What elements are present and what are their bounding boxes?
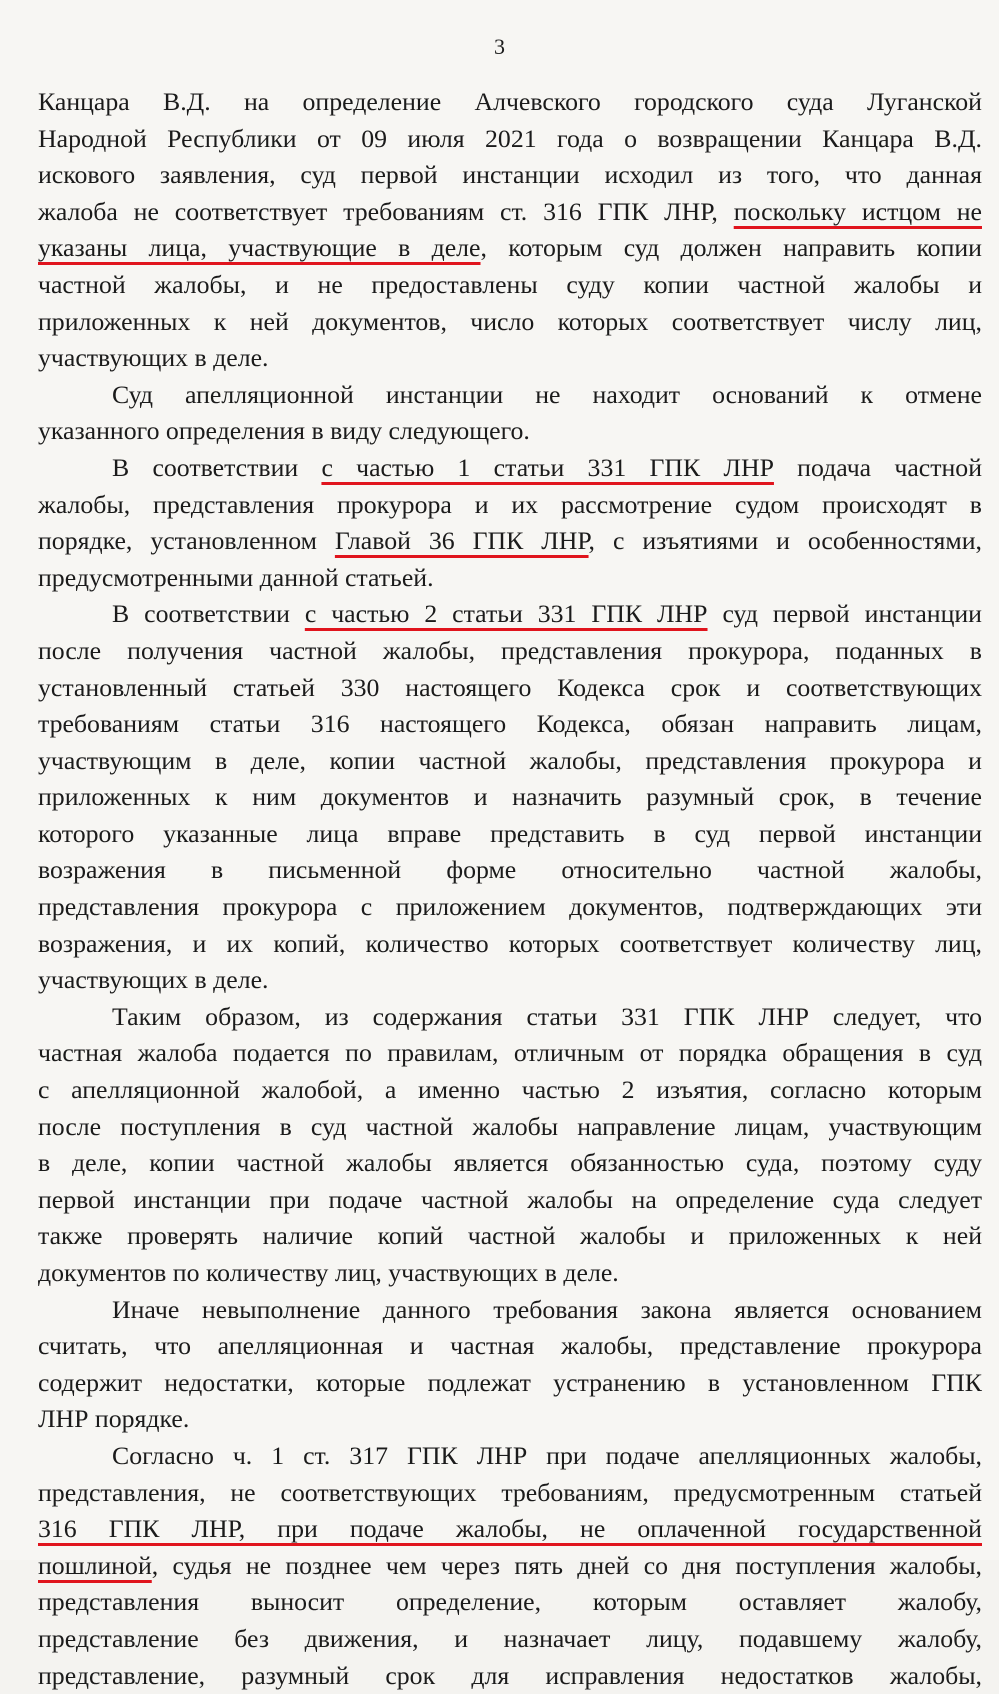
text-segment: представления выносит определение, которым оставляет жалобу, [38, 1587, 982, 1617]
text-segment: приложенных к ним документов и назначить разумный срок, в течение [38, 782, 982, 812]
text-line [38, 1365, 982, 1402]
text-segment: установленный статьей 330 настоящего Кодекса срок и соответствующих [38, 672, 982, 702]
text-segment: после получения частной жалобы, представления прокурора, поданных в [38, 635, 982, 665]
text-segment: Иначе невыполнение данного требования закона является основанием [112, 1294, 982, 1324]
text-line [38, 779, 982, 816]
underlined-phrase: с частью 2 статьи 331 ГПК ЛНР [304, 599, 708, 629]
text-line [38, 1255, 982, 1292]
text-segment: искового заявления, суд первой инстанции исходил из того, что данная [38, 160, 982, 190]
text-line [38, 1511, 982, 1548]
text-line [38, 1145, 982, 1182]
text-segment: возражения в письменной форме относительно частной жалобы, [38, 855, 982, 885]
text-line [38, 487, 982, 524]
text-line [38, 926, 982, 963]
underlined-phrase: 316 ГПК ЛНР, при подаче жалобы, не оплаченной государственной [38, 1514, 982, 1544]
text-line [38, 999, 982, 1036]
text-line [38, 1401, 982, 1438]
text-segment: возражения, и их копий, количество которых соответствует количеству лиц, [38, 928, 982, 958]
text-segment: участвующих в деле. [38, 343, 269, 373]
page-number: 3 [494, 34, 505, 59]
text-segment: частной жалобы, и не предоставлены суду копии частной жалобы и [38, 269, 982, 299]
text-line [38, 1658, 982, 1694]
text-segment: , судья не позднее чем через пять дней со дня поступления жалобы, [151, 1550, 982, 1580]
text-line [38, 377, 982, 414]
text-line [38, 1072, 982, 1109]
text-segment: , которым суд должен направить копии [480, 233, 982, 263]
text-segment: указанного определения в виду следующего. [38, 416, 530, 446]
text-segment: участвующим в деле, копии частной жалобы, представления прокурора и [38, 745, 982, 775]
text-segment: Народной Республики от 09 июля 2021 года о возвращении Канцара В.Д. [38, 123, 982, 153]
underlined-phrase: указаны лица, участвующие в деле [38, 233, 481, 263]
text-segment: представление, разумный срок для исправления недостатков жалобы, [38, 1660, 982, 1690]
text-segment: суд первой инстанции [707, 599, 982, 629]
text-line [38, 633, 982, 670]
text-segment: приложенных к ней документов, число которых соответствует числу лиц, [38, 306, 982, 336]
text-segment: Согласно ч. 1 ст. 317 ГПК ЛНР при подаче апелляционных жалобы, [112, 1440, 982, 1470]
text-line [38, 1584, 982, 1621]
text-line [38, 230, 982, 267]
text-segment: содержит недостатки, которые подлежат устранению в установленном ГПК [38, 1367, 982, 1397]
document-body [38, 84, 982, 1694]
text-segment: представления прокурора с приложением документов, подтверждающих эти [38, 892, 982, 922]
text-line [38, 670, 982, 707]
text-line [38, 962, 982, 999]
text-line [38, 596, 982, 633]
text-segment: представления, не соответствующих требованиям, предусмотренным статьей [38, 1477, 982, 1507]
text-line [38, 743, 982, 780]
text-segment: которого указанные лица вправе представить в суд первой инстанции [38, 818, 982, 848]
text-segment: В соответствии [112, 599, 305, 629]
text-line [38, 523, 982, 560]
underlined-phrase: пошлиной [38, 1550, 152, 1580]
text-segment: участвующих в деле. [38, 965, 269, 995]
text-segment: представление без движения, и назначает лицу, подавшему жалобу, [38, 1623, 982, 1653]
text-segment: жалобы, представления прокурора и их рассмотрение судом происходят в [38, 489, 982, 519]
text-line [38, 1475, 982, 1512]
text-segment: с апелляционной жалобой, а именно частью 2 изъятия, согласно которым [38, 1075, 982, 1105]
text-line [38, 450, 982, 487]
text-segment: порядке, установленном [38, 526, 335, 556]
underlined-phrase: поскольку истцом не [733, 196, 982, 226]
text-segment: подача частной [773, 452, 983, 482]
text-line [38, 304, 982, 341]
text-segment: частная жалоба подается по правилам, отличным от порядка обращения в суд [38, 1038, 982, 1068]
text-segment: первой инстанции при подаче частной жалобы на определение суда следует [38, 1184, 982, 1214]
text-line [38, 1621, 982, 1658]
underlined-phrase: Главой 36 ГПК ЛНР [334, 526, 589, 556]
text-segment: Таким образом, из содержания статьи 331 ГПК ЛНР следует, что [112, 1001, 982, 1031]
text-line [38, 1548, 982, 1585]
text-segment: В соответствии [112, 452, 322, 482]
text-line [38, 267, 982, 304]
text-line [38, 1109, 982, 1146]
text-segment: предусмотренными данной статьей. [38, 562, 434, 592]
text-line [38, 340, 982, 377]
text-line [38, 157, 982, 194]
text-line [38, 852, 982, 889]
text-line [38, 816, 982, 853]
text-line [38, 1438, 982, 1475]
text-line [38, 1035, 982, 1072]
text-segment: ЛНР порядке. [38, 1404, 190, 1434]
text-segment: считать, что апелляционная и частная жалобы, представление прокурора [38, 1331, 982, 1361]
text-line [38, 413, 982, 450]
text-segment: документов по количеству лиц, участвующих в деле. [38, 1258, 619, 1287]
text-line [38, 889, 982, 926]
text-segment: жалоба не соответствует требованиям ст. 316 ГПК ЛНР, [38, 196, 734, 226]
text-segment: , с изъятиями и особенностями, [588, 526, 982, 556]
text-segment: в деле, копии частной жалобы является обязанностью суда, поэтому суду [38, 1148, 982, 1178]
text-line [38, 121, 982, 158]
text-segment: после поступления в суд частной жалобы направление лицам, участвующим [38, 1111, 982, 1141]
text-segment: Канцара В.Д. на определение Алчевского городского суда Луганской [38, 87, 982, 116]
text-line [38, 1182, 982, 1219]
text-line [38, 1292, 982, 1329]
underlined-phrase: с частью 1 статьи 331 ГПК ЛНР [321, 452, 774, 482]
text-segment: также проверять наличие копий частной жалобы и приложенных к ней [38, 1221, 982, 1251]
text-segment: требованиям статьи 316 настоящего Кодекса, обязан направить лицам, [38, 709, 982, 739]
text-line [38, 1218, 982, 1255]
text-line [38, 1328, 982, 1365]
text-line [38, 706, 982, 743]
text-line [38, 84, 982, 121]
text-line [38, 194, 982, 231]
text-line [38, 560, 982, 597]
text-segment: Суд апелляционной инстанции не находит оснований к отмене [112, 379, 982, 409]
